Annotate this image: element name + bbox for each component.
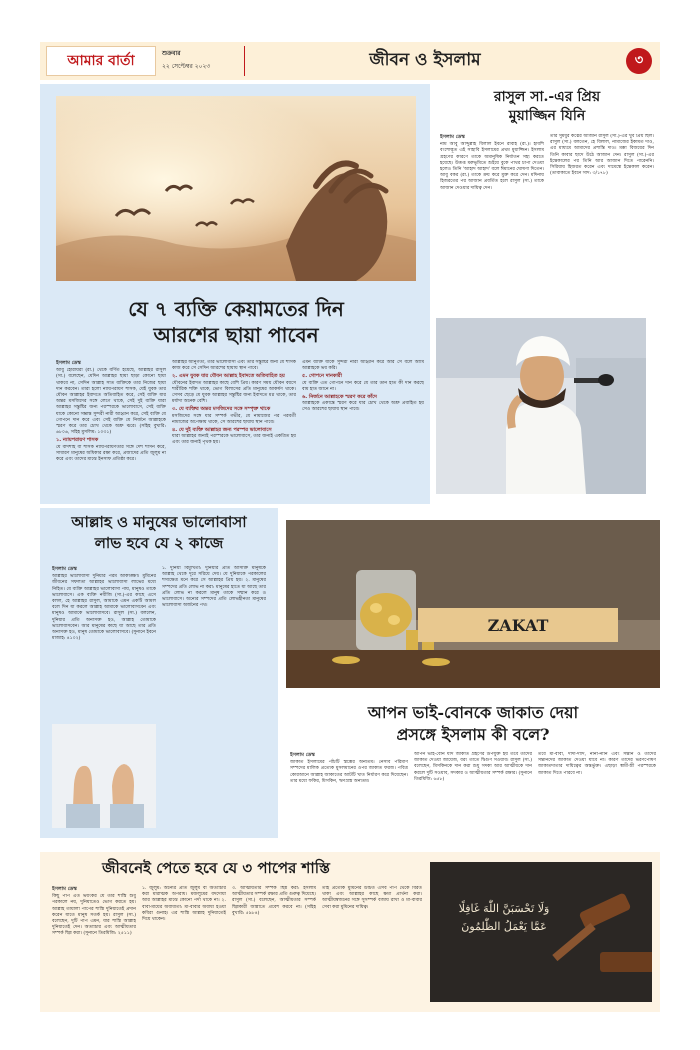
body-text: যে বাদশাহ বা শাসক ন্যায়পরায়ণতার সঙ্গে দেশ শাসন করে, সাধারণ মানুষের অধিকার রক্ষা করে, প্রজাদের প্রতি জুলুম না করে এবং তাদের মাঝে ইনসাফ প্রতিষ্ঠা করে। xyxy=(56,444,166,463)
body-text: যারা আল্লাহর জন্যই পরস্পরকে ভালোবাসে, তার জন্যই একত্রিত হয় এবং তার জন্যই পৃথক হয়। xyxy=(172,434,296,446)
section-heading: ৪. যে দুই ব্যক্তি আল্লাহর জন্য পরস্পর ভালোবাসে xyxy=(172,427,272,434)
article-arsh-col-2 xyxy=(172,360,296,500)
article-sins-col-1 xyxy=(52,886,136,1006)
article-zakat-col-2 xyxy=(414,752,532,832)
header-date: ২২ সেপ্টেম্বর ২০২৩ xyxy=(162,63,211,70)
body-text: কিছু পাপ এত ভয়ংকর যে তার শাস্তি শুধু পরকালে নয়, দুনিয়াতেও ভোগ করতে হয়। আল্লাহ তায়ালা পাপের শাস্তি দুনিয়াতেই প্রদান করেন যাতে মানুষ সতর্ক হয়। রাসুল (সা.) বলেছেন, দুটি পাপ এমন, যার শাস্তি আল্লাহ দুনিয়াতেই দেন। অত্যাচার এবং আত্মীয়তার সম্পর্ক ছিন্ন করা। (সুনানে তিরমিজি: ২৫১১) xyxy=(52,894,136,937)
header-day: শুক্রবার xyxy=(162,50,181,57)
byline: ইসলাম ডেস্ক xyxy=(56,360,81,366)
article-muezzin-col-1 xyxy=(440,134,544,306)
body-text: ১. জুলুম: অন্যের প্রতি জুলুম বা অত্যাচার করা মারাত্মক অপরাধ। মজলুমের বদদোয়া আর আল্লাহর মাঝে কোনো পর্দা থাকে না। ২. বাবা-মায়ের অবাধ্যতা: মা-বাবার অবাধ্য হওয়া কবিরা গুনাহ। এর শাস্তি আল্লাহ দুনিয়াতেই দিয়ে থাকেন। xyxy=(142,886,226,923)
headline-line-1: রাসুল সা.-এর প্রিয় xyxy=(493,89,601,105)
page-number-badge xyxy=(626,48,652,74)
article-zakat-headline xyxy=(290,702,656,746)
body-text: আল্লাহর ভালোবাসা দুনিয়ার পরম আকাঙ্ক্ষা। মুমিনের জীবনের সফলতা আল্লাহর ভালোবাসা লাভের মধ্যে নিহিত। যে ব্যক্তি আল্লাহর ভালোবাসা পায়, মানুষও তাকে ভালোবাসে। এক ব্যক্তি নবীজি (সা.)-এর কাছে এসে বলল, হে আল্লাহর রাসুল, আমাকে এমন একটি আমল বলে দিন যা করলে আল্লাহ আমাকে ভালোবাসবেন এবং মানুষও আমাকে ভালোবাসবে। রাসুল (সা.) বললেন, দুনিয়ার প্রতি অনাসক্ত হও, আল্লাহ তোমাকে ভালোবাসবেন। আর মানুষের কাছে যা আছে তার প্রতি অনাসক্ত হও, মানুষ তোমাকে ভালোবাসবে। (সুনানে ইবনে মাজাহ: ৪১০২) xyxy=(52,574,156,642)
article-sins-col-3 xyxy=(232,886,316,1006)
header-divider xyxy=(244,46,245,76)
body-text: আল্লাহর আনুগত্য, তার ভালোবাসা এবং তার সন্তুষ্টির জন্য যে শাসক কাজ করে সে সেদিন আরশের ছায়ায় স্থান পাবে। xyxy=(172,360,296,372)
arabic-line-1: وَلَا تَحْسَبَنَّ اللّٰهَ غَافِلًا xyxy=(458,902,550,915)
zakat-coins-image xyxy=(286,520,660,688)
body-text: তার সুমধুর কণ্ঠের আজান রাসুল (সা.)-এর খুব প্রিয় ছিল। রাসুল (সা.) বলতেন, হে বিলাল, নামাজের ইকামত দাও, এর মাধ্যমে আমাদের প্রশান্তি দাও। মক্কা বিজয়ের দিন তিনি কাবার ছাদে উঠে আজান দেন। রাসুল (সা.)-এর ইন্তেকালের পর তিনি আর আজান দিতে পারেননি। সিরিয়ায় হিজরত করেন এবং দামেস্কে ইন্তেকাল করেন। (তাবাকাতে ইবনে সাদ: ৩/১৭৮) xyxy=(550,134,654,177)
headline-line-2: প্রসঙ্গে ইসলাম কী বলে? xyxy=(396,725,550,744)
body-text: যৌবনের ইবাদত আল্লাহর কাছে বেশি প্রিয়। কারণ সময় যৌবন বয়সে শারীরিক শক্তি থাকে, ভোগ বিলাসের প্রতি মানুষের আকর্ষণ থাকে। সেসব ছেড়ে যে যুবক আল্লাহর সন্তুষ্টির জন্য ইবাদতে মগ্ন থাকে, তার মর্যাদা অনেক বেশি। xyxy=(172,380,296,405)
article-sins-image xyxy=(430,862,652,1002)
body-text: ১. দুনিয়া বিমুখিতা: দুনিয়ার প্রতি আসক্তি মানুষকে আল্লাহ থেকে দূরে সরিয়ে দেয়। যে দুনিয়াকে পরকালের শস্যক্ষেত্র মনে করে সে আল্লাহর প্রিয় হয়। ২. মানুষের সম্পদের প্রতি লোভ না করা: মানুষের হাতে যা আছে তার প্রতি লোভ না করলে মানুষ তাকে সম্মান করে ও ভালোবাসে। অন্যের সম্পদের প্রতি লোভহীনতা মানুষের ভালোবাসা অর্জনের পথ। xyxy=(162,566,266,609)
zakat-block: ZAKAT xyxy=(418,608,618,642)
page-title: জীবন ও ইসলাম xyxy=(369,50,481,70)
article-love-headline xyxy=(44,512,274,554)
section-heading: ২. এমন যুবক যার যৌবন আল্লাহ ইবাদতে অতিবাহিত হয় xyxy=(172,373,285,380)
headline-line-1: আল্লাহ ও মানুষের ভালোবাসা xyxy=(71,513,247,531)
arabic-verse xyxy=(434,900,574,936)
article-sins-headline: জীবনেই পেতে হবে যে ৩ পাপের শাস্তি xyxy=(102,859,330,877)
muezzin-photo xyxy=(436,318,646,494)
article-zakat-col-1 xyxy=(290,752,408,832)
muezzin-image xyxy=(436,318,646,494)
headline-line-2: আরশের ছায়া পাবেন xyxy=(153,323,319,347)
section-heading: ১. ন্যায়পরায়ণ শাসক xyxy=(56,437,99,444)
article-love-col-1 xyxy=(52,566,156,714)
body-text: ৩. আত্মীয়তার সম্পর্ক ছিন্ন করা: ইসলাম আত্মীয়তার সম্পর্ক রক্ষার প্রতি গুরুত্ব দিয়েছে। রাসুল (সা.) বলেছেন, আত্মীয়তার সম্পর্ক ছিন্নকারী জান্নাতে প্রবেশ করবে না। (সহিহ বুখারি: ৫৯৮৪) xyxy=(232,886,316,916)
headline-line-2: লাভ হবে যে ২ কাজে xyxy=(94,534,224,552)
article-arsh-image xyxy=(56,96,416,281)
article-zakat-col-3 xyxy=(538,752,656,832)
article-muezzin-col-2 xyxy=(550,134,654,306)
article-love-image xyxy=(52,724,156,828)
section-heading: ৫. গোপনে দানকারী xyxy=(302,373,342,380)
article-sins-col-2 xyxy=(142,886,226,1006)
article-arsh-col-1 xyxy=(56,360,166,500)
article-arsh-headline xyxy=(56,296,416,348)
headline-line-1: আপন ভাই-বোনকে জাকাত দেয়া xyxy=(367,703,579,722)
byline: ইসলাম ডেস্ক xyxy=(290,752,315,758)
section-heading: ৬. নির্জনে আল্লাহকে স্মরণ করে কাঁদে xyxy=(302,394,377,401)
body-text: আল্লাহকে একান্তে স্মরণ করে যার চোখ থেকে অশ্রু প্রবাহিত হয় সেও আরশের ছায়ায় স্থান পাবে। xyxy=(302,401,424,413)
header-date-block xyxy=(162,48,242,74)
newspaper-logo xyxy=(46,46,156,76)
headline-line-1: যে ৭ ব্যক্তি কেয়ামতের দিন xyxy=(128,297,344,321)
praying-hands-image xyxy=(52,724,156,828)
body-text: আবু হোরায়রা (রা.) থেকে বর্ণিত হয়েছে, আল্লাহর রাসুল (সা.) বলেছেন, যেদিন আল্লাহর ছায়া ছাড়া কোনো ছায়া থাকবে না, সেদিন আল্লাহ সাত ব্যক্তিকে তার নিজের ছায়া দান করবেন। তারা হলো ন্যায়পরায়ণ শাসক, যেই যুবক তার যৌবন আল্লাহর ইবাদতে অতিবাহিত করে, সেই ব্যক্তি যার অন্তর মসজিদের সঙ্গে লেগে থাকে, সেই দুই ব্যক্তি যারা আল্লাহর সন্তুষ্টির জন্য পরস্পরকে ভালোবাসে, সেই ব্যক্তি যাকে কোনো সম্ভ্রান্ত সুন্দরী নারী আহ্বান করে, সেই ব্যক্তি যে গোপনে দান করে এবং সেই ব্যক্তি যে নির্জনে আল্লাহকে স্মরণ করে তার চোখ থেকে অশ্রু ঝরে। (সহিহ বুখারি: ৬৮০৬, সহিহ মুসলিম: ১০৩১) xyxy=(56,368,166,436)
section-heading: ৩. যে ব্যক্তির অন্তর মসজিদের সঙ্গে সম্পৃক্ত থাকে xyxy=(172,406,271,413)
headline-line-2: মুয়াজ্জিন যিনি xyxy=(508,108,586,124)
article-love-col-2 xyxy=(162,566,266,814)
article-zakat-image xyxy=(286,520,660,688)
body-text: জাকাত ইসলামের পাঁচটি স্তম্ভের অন্যতম। নেসাব পরিমাণ সম্পদের মালিক প্রত্যেক মুসলমানের ওপর জাকাত ফরজ। পবিত্র কোরআনে আল্লাহ জাকাতের আটটি খাত নির্ধারণ করে দিয়েছেন। তার মধ্যে ফকির, মিসকিন, ঋণগ্রস্ত অন্যতম। xyxy=(290,760,408,784)
zakat-blocks xyxy=(418,608,618,642)
body-text: তাই প্রত্যেক মুমিনের উচিত এসব পাপ থেকে বিরত থাকা এবং আল্লাহর কাছে ক্ষমা প্রার্থনা করা। আত্মীয়স্বজনের সঙ্গে সুসম্পর্ক বজায় রাখা ও মা-বাবার সেবা করা মুমিনের দায়িত্ব। xyxy=(322,886,422,910)
arabic-line-2: عَمَّا يَعْمَلُ الظّٰلِمُونَ xyxy=(461,920,547,933)
body-text: যে ব্যক্তি এত গোপনে দান করে যে তার ডান হাত কী দান করছে বাম হাত জানে না। xyxy=(302,380,424,392)
byline: ইসলাম ডেস্ক xyxy=(52,886,77,892)
byline: ইসলাম ডেস্ক xyxy=(52,566,77,572)
page-number: ৩ xyxy=(634,52,644,68)
logo-text: আমার বার্তা xyxy=(67,53,135,69)
body-text: তবে মা-বাবা, দাদা-দাদি, নানা-নানি এবং সন্তান ও তাদের সন্তানদের জাকাত দেওয়া যাবে না। কারণ তাদের ভরণপোষণ জাকাতদাতার দায়িত্বের অন্তর্ভুক্ত। এছাড়া স্বামী-স্ত্রী পরস্পরকে জাকাত দিতে পারবে না। xyxy=(538,752,656,776)
article-muezzin-headline xyxy=(440,88,654,126)
byline: ইসলাম ডেস্ক xyxy=(440,134,465,140)
body-text: এমন ব্যক্তি যাকে সুন্দরী নারী আহ্বান করে আর সে বলে আমি আল্লাহকে ভয় করি। xyxy=(302,360,424,372)
article-sins-col-4 xyxy=(322,886,422,1006)
body-text: নাম আবু আব্দুল্লাহ বিলাল ইবনে রাবাহ (রা.)। হাবশি বংশোদ্ভূত এই সাহাবি ইসলামের প্রথম মুয়াজ্জিন। ইসলাম গ্রহণের কারণে তাকে অমানুষিক নির্যাতন সহ্য করতে হয়েছে। উত্তপ্ত মরুভূমিতে শুইয়ে বুকে পাথর চাপা দেওয়া হলেও তিনি 'আহাদ আহাদ' বলে ঈমানের ঘোষণা দিতেন। আবু বকর (রা.) তাকে ক্রয় করে মুক্ত করে দেন। মদিনায় হিজরতের পর আজান প্রবর্তিত হলে রাসুল (সা.) তাকে আজান দেওয়ার দায়িত্ব দেন। xyxy=(440,142,544,191)
body-text: মসজিদের সঙ্গে যার সম্পর্ক গভীর, যে নামাজের পর পরবর্তী নামাজের অপেক্ষায় থাকে, সে আরশের ছায়ায় স্থান পাবে। xyxy=(172,413,296,425)
article-arsh-col-3 xyxy=(302,360,424,500)
body-text: আপন ভাই-বোন যদি জাকাত গ্রহণের উপযুক্ত হয় তবে তাদের জাকাত দেওয়া জায়েজ, বরং তাতে দ্বিগুণ সওয়াব। রাসুল (সা.) বলেছেন, মিসকিনকে দান করা শুধু সদকা আর আত্মীয়কে দান করলে দুটি সওয়াব, সদকার ও আত্মীয়তার সম্পর্ক রক্ষার। (সুনানে তিরমিজি: ৬৫৮) xyxy=(414,752,532,782)
hands-doves-image xyxy=(56,96,416,281)
